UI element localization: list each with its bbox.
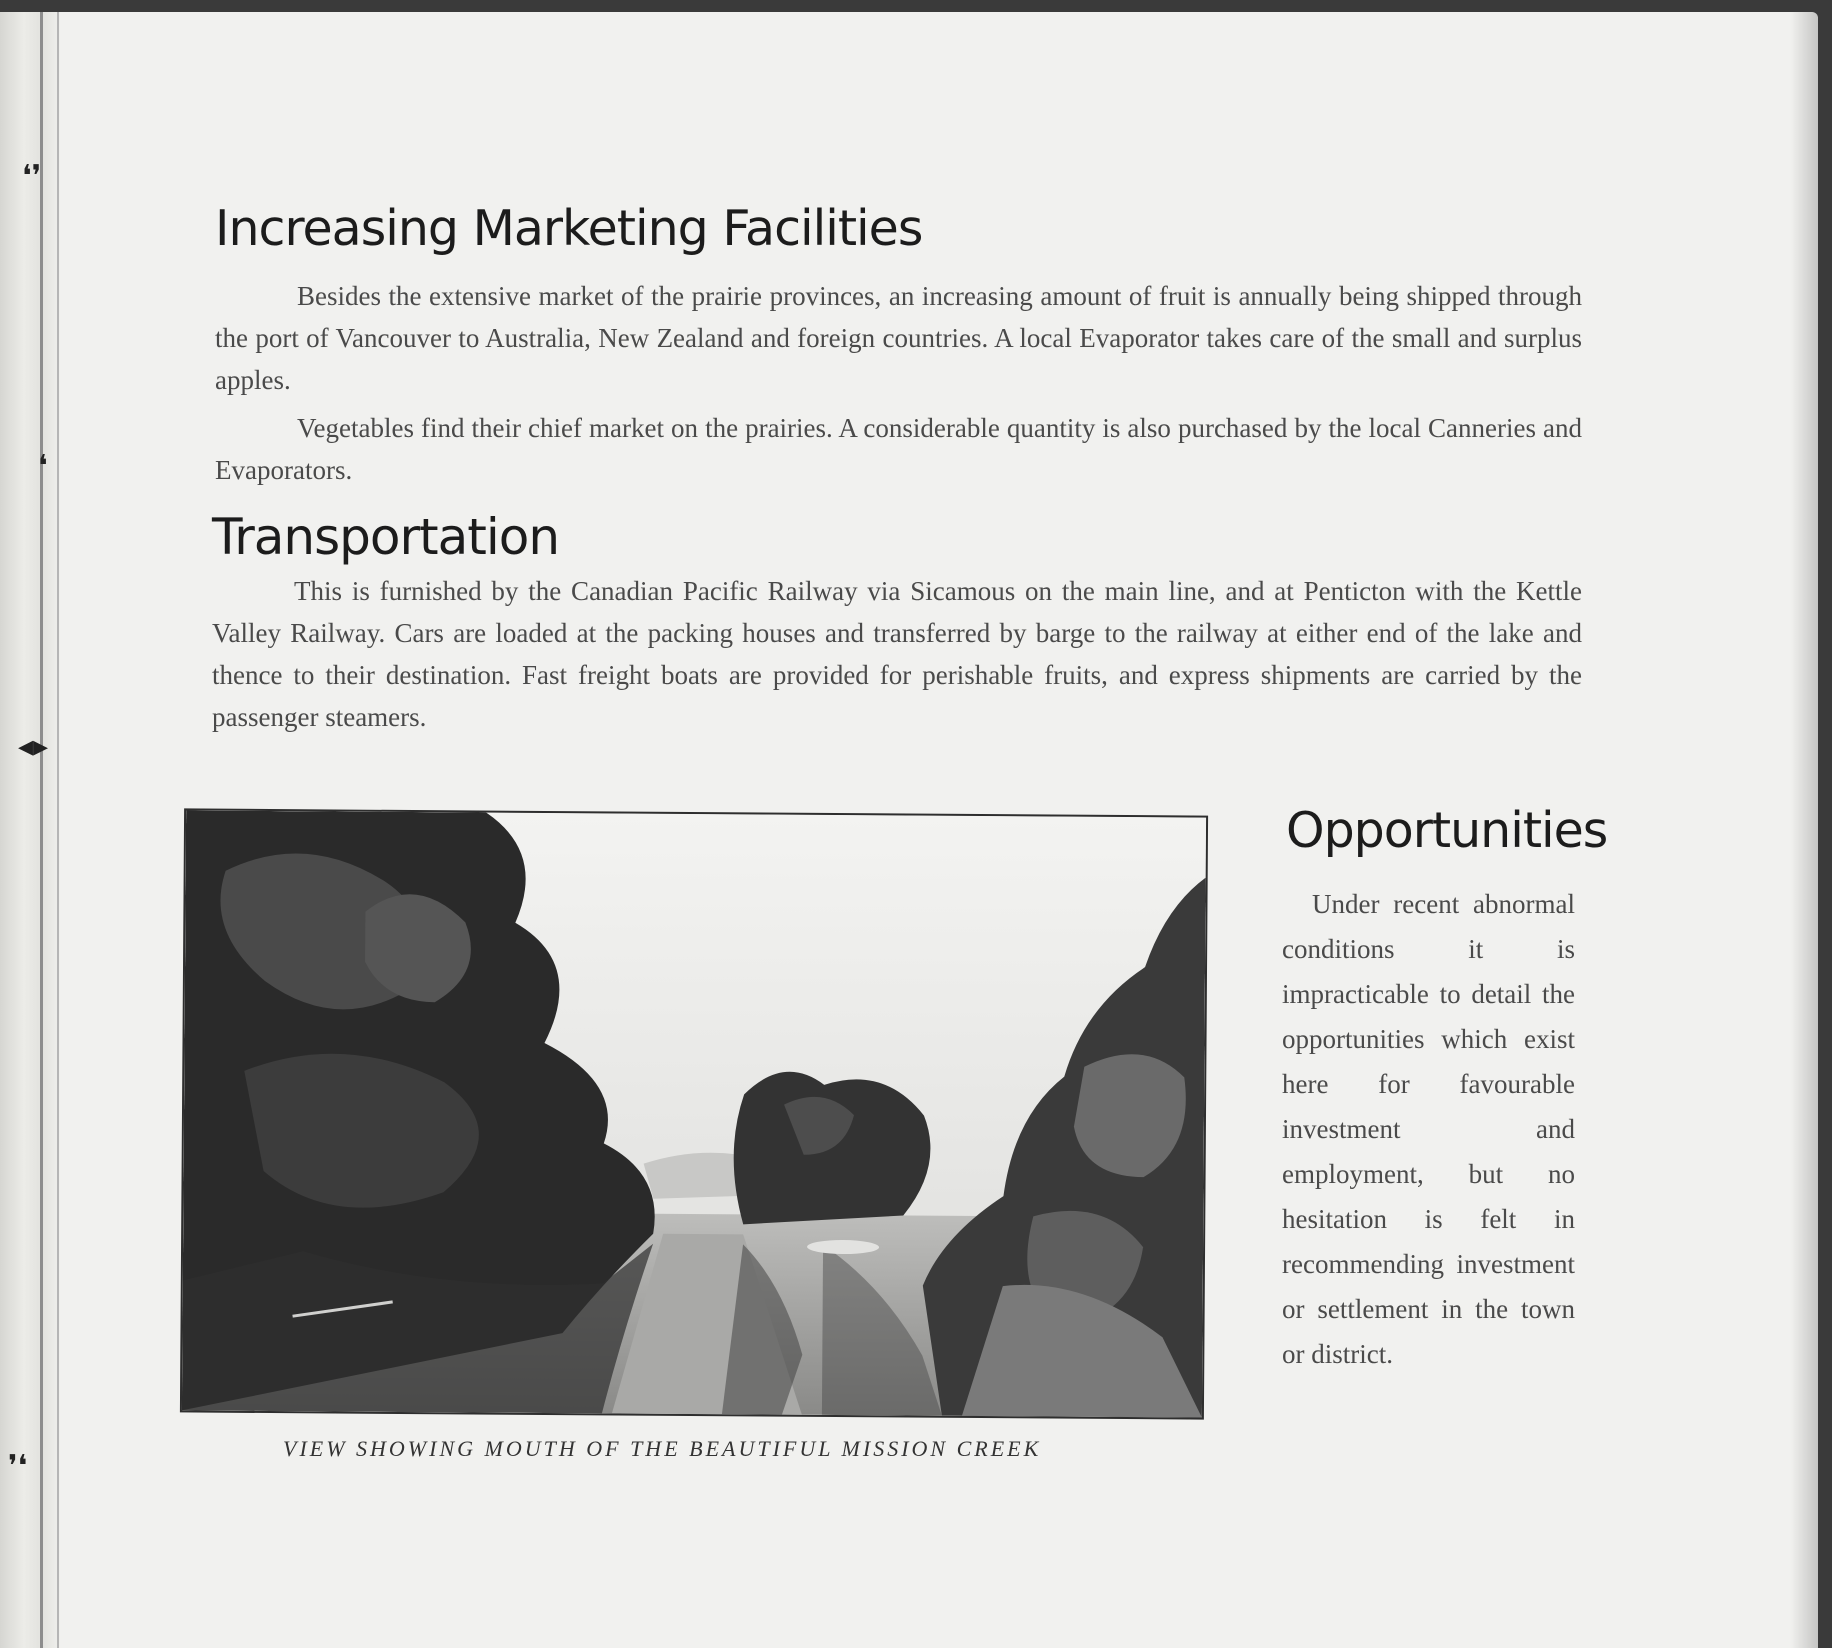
binding-stitch-mark: ◂▸ [18,730,49,763]
transportation-paragraph: This is furnished by the Canadian Pacific Railway via Sicamous on the main line, and at Penticton with the Kettle Valley Railway. Cars are loaded at the packing houses and transferred by barge to the railway at either end of the lake and thence to their destination. Fast freight boats are provided for perishable fruits, and express shipments are carried by the passenger steamers. [212,576,1582,732]
binding-stitch-mark: ❜❛ [8,1450,28,1483]
photo-caption: VIEW SHOWING MOUTH OF THE BEAUTIFUL MISSION CREEK [283,1436,1042,1461]
creek-landscape-image [182,810,1206,1417]
marketing-paragraph-1: Besides the extensive market of the prairie provinces, an increasing amount of fruit is annually being shipped through the port of Vancouver to Australia, New Zealand and foreign countries. A local Evaporator takes care of the small and surplus apples. [215,281,1582,395]
opportunities-paragraph: Under recent abnormal conditions it is impracticable to detail the opportunities which exist here for favourable investment and employment, but no hesitation is felt in recommending investment or settlement in the town or district. [1282,889,1575,1369]
binding-fold [40,12,59,1648]
mission-creek-photo [180,808,1208,1419]
binding-stitch-mark: ❛❜ [22,160,42,193]
marketing-paragraph-2: Vegetables find their chief market on the prairies. A considerable quantity is also purchased by the local Canneries and Evaporators. [215,413,1582,485]
book-page [0,12,1818,1648]
transportation-heading: Transportation [212,508,560,566]
binding-stitch-mark: ❛ [38,450,48,483]
marketing-heading: Increasing Marketing Facilities [215,200,923,257]
opportunities-heading: Opportunities [1286,802,1608,859]
